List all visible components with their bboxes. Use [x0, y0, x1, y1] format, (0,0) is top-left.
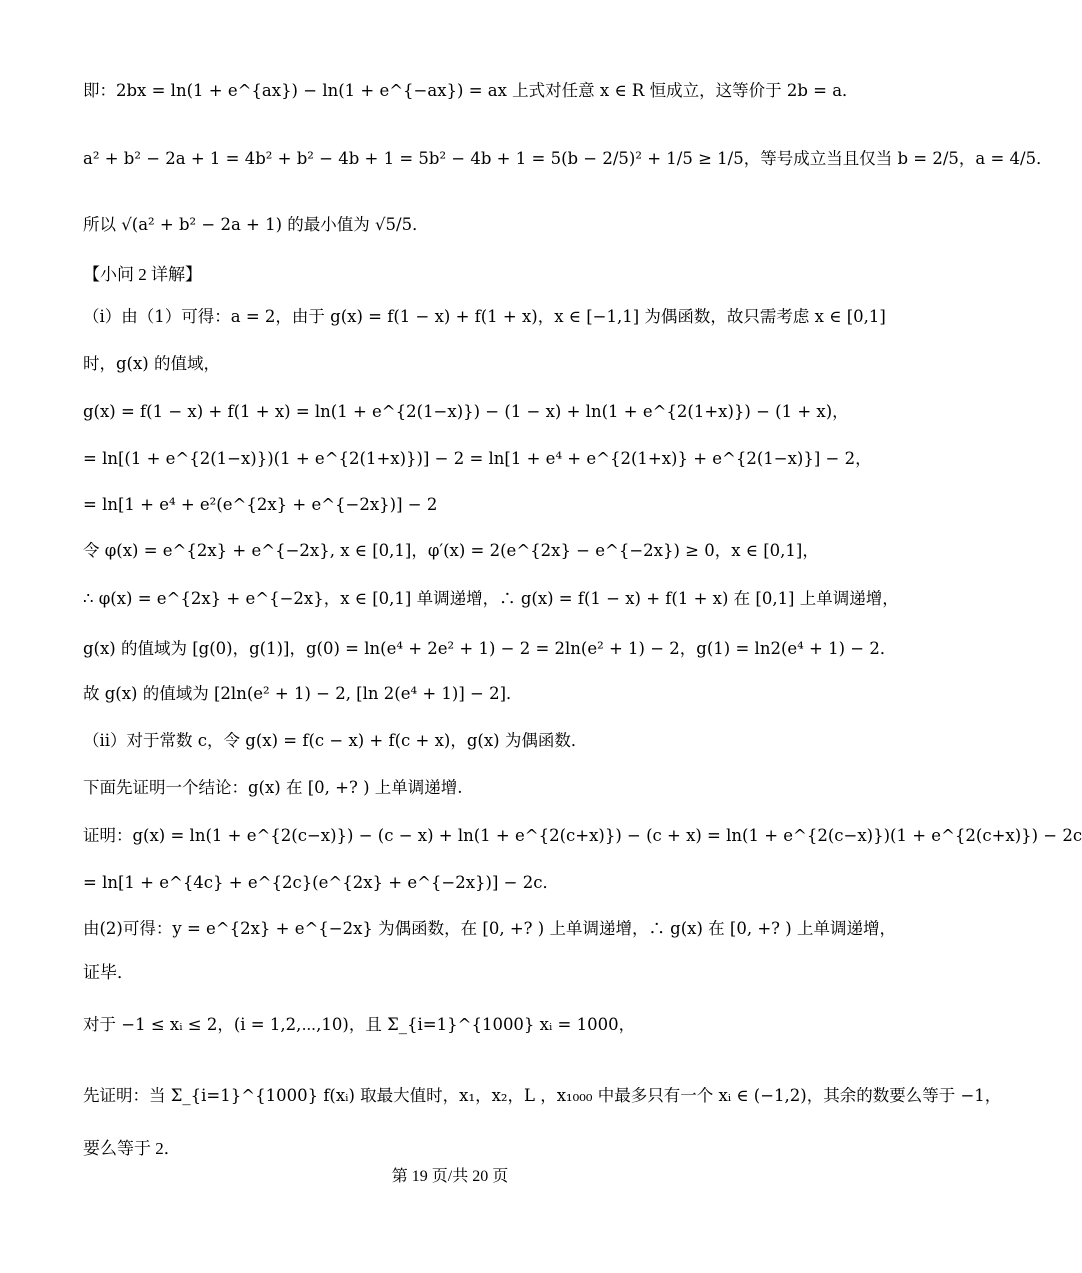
text-line-20: 对于 −1 ≤ xᵢ ≤ 2，(i = 1,2,⋯,10)，且 Σ_{i=1}^{1000} xᵢ = 1000，	[83, 1015, 636, 1034]
text-line-21: 先证明：当 Σ_{i=1}^{1000} f(xᵢ) 取最大值时，x₁，x₂，L ，x₁₀₀₀ 中最多只有一个 xᵢ ∈ (−1,2)，其余的数要么等于 −1，	[83, 1086, 1002, 1105]
page-footer: 第 19 页/共 20 页	[391, 1168, 509, 1185]
text-line-3: 所以 √(a² + b² − 2a + 1) 的最小值为 √5/5．	[83, 215, 429, 234]
text-line-7: g(x) = f(1 − x) + f(1 + x) = ln(1 + e^{2(1−x)}) − (1 − x) + ln(1 + e^{2(1+x)}) − (1 + x)，	[83, 402, 849, 421]
text-line-15: 下面先证明一个结论：g(x) 在 [0, +? ) 上单调递增.	[83, 778, 463, 797]
text-line-6: 时，g(x) 的值域，	[83, 354, 220, 373]
text-line-5: （ⅰ）由（1）可得：a = 2，由于 g(x) = f(1 − x) + f(1 + x)，x ∈ [−1,1] 为偶函数，故只需考虑 x ∈ [0,1]	[83, 307, 886, 326]
text-line-10: 令 φ(x) = e^{2x} + e^{−2x}, x ∈ [0,1]，φ′(x) = 2(e^{2x} − e^{−2x}) ≥ 0，x ∈ [0,1]，	[83, 541, 819, 560]
text-line-1: 即：2bx = ln(1 + e^{ax}) − ln(1 + e^{−ax}) = ax 上式对任意 x ∈ R 恒成立，这等价于 2b = a．	[83, 81, 859, 100]
text-line-18: 由(2)可得：y = e^{2x} + e^{−2x} 为偶函数，在 [0, +? ) 上单调递增，∴ g(x) 在 [0, +? ) 上单调递增，	[83, 919, 896, 938]
text-line-14: （ⅱ）对于常数 c，令 g(x) = f(c − x) + f(c + x)，g(x) 为偶函数．	[83, 731, 588, 750]
text-line-22: 要么等于 2．	[83, 1139, 181, 1158]
section-heading: 【小问 2 详解】	[83, 265, 202, 284]
text-line-17: = ln[1 + e^{4c} + e^{2c}(e^{2x} + e^{−2x})] − 2c．	[83, 873, 559, 892]
text-line-2: a² + b² − 2a + 1 = 4b² + b² − 4b + 1 = 5b² − 4b + 1 = 5(b − 2/5)² + 1/5 ≥ 1/5，等号成立当且仅当 b = 2/5，a = 4/5．	[83, 149, 1053, 168]
text-line-19: 证毕．	[83, 963, 134, 982]
text-line-13: 故 g(x) 的值域为 [2ln(e² + 1) − 2, [ln 2(e⁴ + 1)] − 2]．	[83, 684, 523, 703]
text-line-16: 证明：g(x) = ln(1 + e^{2(c−x)}) − (c − x) + ln(1 + e^{2(c+x)}) − (c + x) = ln(1 + e^{2(c−x)})(1 + e^{2(c+x)}) − 2c	[83, 826, 1082, 845]
text-line-12: g(x) 的值域为 [g(0)，g(1)]，g(0) = ln(e⁴ + 2e² + 1) − 2 = 2ln(e² + 1) − 2，g(1) = ln2(e⁴ + 1) − 2．	[83, 639, 897, 658]
text-line-11: ∴ φ(x) = e^{2x} + e^{−2x}，x ∈ [0,1] 单调递增，∴ g(x) = f(1 − x) + f(1 + x) 在 [0,1] 上单调递增，	[83, 589, 899, 608]
text-line-8: = ln[(1 + e^{2(1−x)})(1 + e^{2(1+x)})] − 2 = ln[1 + e⁴ + e^{2(1+x)} + e^{2(1−x)}] − 2，	[83, 449, 872, 468]
text-line-9: = ln[1 + e⁴ + e²(e^{2x} + e^{−2x})] − 2	[83, 495, 438, 514]
